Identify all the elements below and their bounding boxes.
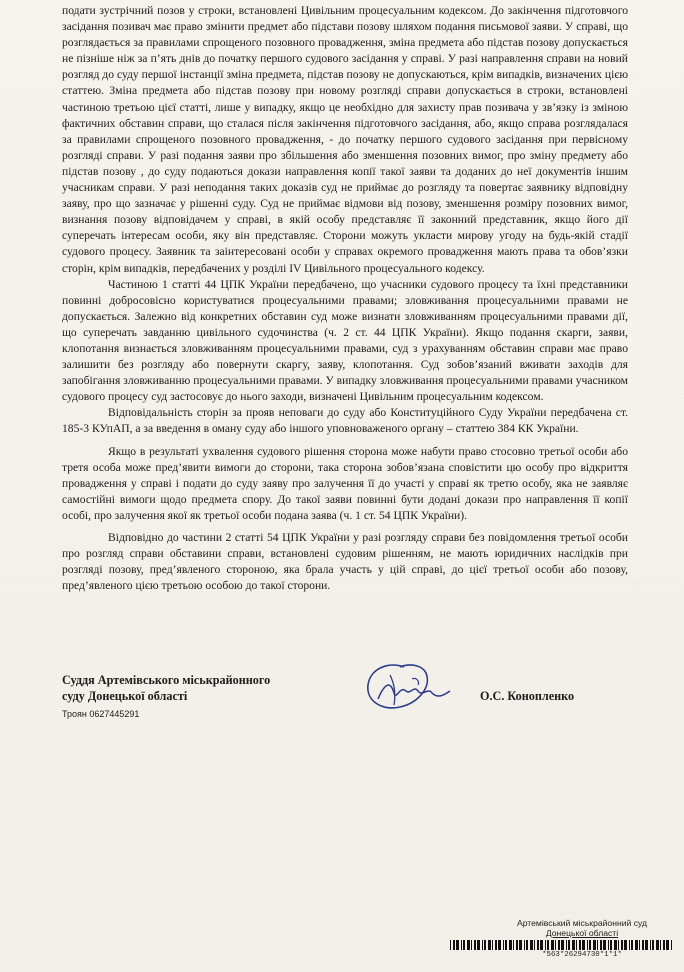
barcode-icon — [450, 940, 672, 950]
stamp-org-line2: Донецької області — [545, 928, 619, 938]
paragraph-liability: Відповідальність сторін за прояв неповаги до суду або Конституційного Суду України передбачена ст. 185-3 КУпАП, а за введення в оману суду або іншого уповноваженого органу – статтею 384 КК України. — [62, 406, 628, 436]
clerk-contact: Троян 0627445291 — [62, 709, 140, 719]
stamp-org-line1: Артемівський міськрайонний суд — [516, 918, 648, 928]
document-body — [62, 3, 628, 594]
barcode-code: *563*26294730*1*1* — [542, 951, 622, 959]
judge-title-line1: Суддя Артемівського міськрайонного — [62, 673, 271, 687]
court-stamp — [450, 918, 672, 960]
signature-icon — [360, 655, 456, 721]
paragraph-third-party: Якщо в результаті ухвалення судового рішення сторона може набути право стосовно третьої особи або третя особа може пред’явити вимоги до сторони, така сторона зобов’язана сповістити цю особу про відкриття провадження у справі і подати до суду заяву про залучення її до участі у справі як третю особу, яка не заявляє самостійні вимоги щодо предмета спору. До такої заяви повинні бути додані докази про направлення її копії особі, про залучення якої як третьої особи подана заява (ч. 1 ст. 54 ЦПК України). — [62, 444, 628, 522]
judge-title — [62, 672, 342, 704]
judge-title-line2: суду Донецької області — [62, 689, 188, 703]
paragraph-continuation: подати зустрічний позов у строки, встановлені Цивільним процесуальним кодексом. До закінчення підготовчого засідання позивач має право змінити предмет або підстави позову шляхом подання письмової заяви. У справі, що розглядається за правилами спрощеного позовного провадження, зміна предмета або підстав позову допускається не пізніше ніж за п’ять днів до початку першого судового засідання у справі. У разі направлення справи на новий розгляд до суду першої інстанції зміна предмета, підстав позову не допускаються, крім випадків, визначених цією статтею. Зміна предмета або підстав позову при новому розгляді справи допускається в строки, встановлені частиною третьою цієї статті, лише у випадку, якщо це необхідно для захисту прав позивача у зв’язку із зміною фактичних обставин справи, що сталася після закінчення підготовчого засідання, або, якщо справа розглядалася за правилами спрощеного позовного провадження, - до початку першого судового засідання при первісному розгляді справи. У разі подання заяви про збільшення або зменшення позовних вимог, про зміну предмету або підстав позову , до суду подаються докази направлення копії такої заяви та доданих до неї документів іншим учасникам справи. У разі неподання таких доказів суд не приймає до розгляду та повертає заявнику відповідну заяву, про що зазначає у рішенні суду. Суд не приймає відмови від позову, зменшення розміру позовних вимог, визнання позову відповідачем у справі, в якій особу представляє її законний представник, якщо його дії суперечать інтересам особи, яку він представляє. Сторони можуть укласти мирову угоду на будь-якій стадії судового процесу. Заявник та заінтересовані особи у справах окремого провадження мають права та обов’язки сторін, крім випадків, передбачених у розділі IV Цивільного процесуального кодексу. — [62, 4, 628, 275]
paragraph-article-44: Частиною 1 статті 44 ЦПК України передбачено, що учасники судового процесу та їхні представники повинні добросовісно користуватися процесуальними правами; зловживання процесуальними правами не допускається. Залежно від конкретних обставин суд може визнати зловживанням процесуальними правами дії, що суперечать завданню цивільного судочинства (ч. 2 ст. 44 ЦПК України). Якщо подання скарги, заяви, клопотання визнається зловживанням процесуальними правами, суд з урахуванням обставин справи має право залишити без розгляду або повернути скаргу, заяву, клопотання. Суд зобов’язаний вживати заходів для запобігання зловживанню процесуальними правами. У випадку зловживання процесуальними правами учасником судового процесу суд застосовує до нього заходи, визначені Цивільним процесуальним кодексом. — [62, 277, 628, 404]
paragraph-article-54: Відповідно до частини 2 статті 54 ЦПК України у разі розгляду справи без повідомлення третьої особи про розгляд справи обставини справи, встановлені судовим рішенням, не мають юридичних наслідків при розгляді позову, пред’явленого стороною, яка брала участь у цій справі, до цієї третьої особи або позову, пред’явленого цією третьою особою до такої сторони. — [62, 531, 628, 593]
judge-name: О.С. Конопленко — [480, 689, 575, 703]
